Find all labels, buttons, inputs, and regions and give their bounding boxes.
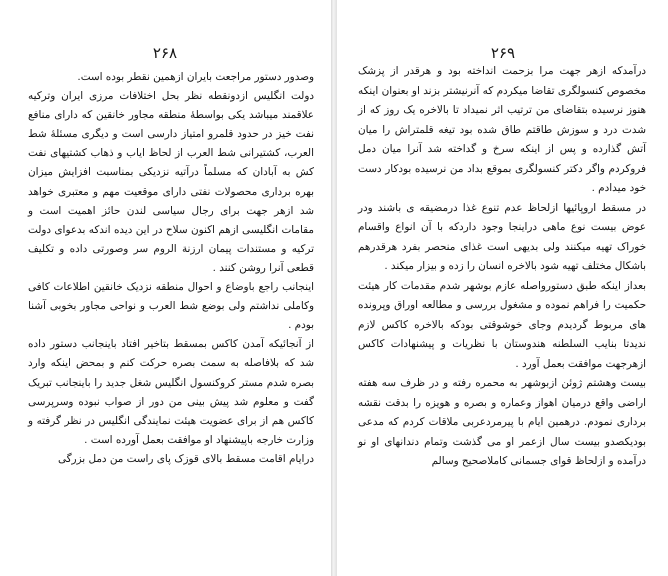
paragraph: بعداز اینکه طبق دستورواصله عازم بوشهر شدم مقدمات کار هیئت حکمیت را فراهم نموده و مشغول بررسی و مطالعه اوراق وپرونده های مربوط گردیدم وجای خوشوقتی بودکه بالاخره کاکس لازم ندیدتا بنایب السلطنه هندوستان با نظریات و پیشنهادات کاکس ازهرجهت موافقت بعمل آورد . <box>358 279 646 370</box>
page-number-left: ۲۶۸ <box>152 44 178 62</box>
paragraph: درایام اقامت مسقط بالای قوزک پای راست من دمل بزرگی <box>57 452 314 465</box>
paragraph: دولت انگلیس ازدونقطه نظر بحل اختلافات مرزی ایران وترکیه علاقمند میباشد یکی بواسطهٔ منطقه مجاور خانقین که دارای منافع نفت خیز در حدود قلمرو امتیاز دارسی است و دیگری مسئلهٔ شط العرب، کشتیرانی شط العرب از لحاظ ایاب و ذهاب کشتیهای نفت کش به آبادان که مسلماً درآتیه نزدیکی بمناسبت افزایش میزان بهره برداری محصولات نفتی دارای موقعیت مهم و معتبری خواهد شد ازهر جهت برای رجال سیاسی لندن حائز اهمیت است و مقامات انگلیسی ازهم اکنون سلاح در این دیده اندکه بدعوای دولت ترکیه و مستندات پیمان ارزنة الروم سر وصورتی داده و تکلیف قطعی آنرا روشن کنند . <box>28 90 314 274</box>
paragraph: در مسقط اروپائیها ازلحاظ عدم تنوع غذا درمضیقه ی باشند ودر عوض بیست نوع ماهی دراینجا وجود داردکه با آن انواع واقسام خوراک تهیه میکنند ولی بدیهی است غذای منحصر بفرد هرقدرهم باشکال مختلف تهیه شود بالاخره انسان را زده و بیزار میکند . <box>358 201 646 272</box>
left-page <box>0 0 330 576</box>
left-page-text <box>28 68 314 469</box>
right-page-text <box>358 62 646 472</box>
page-number-right: ۲۶۹ <box>490 44 516 62</box>
paragraph: از آنجائیکه آمدن کاکس بمسقط بتاخیر افتاد باینجانب دستور داده شد که بلافاصله به سمت بصره حرکت کنم و بمحض اینکه وارد بصره شدم مستر کروکنسول انگلیس شغل جدید را باینجانب تبریک گفت و معلوم شد پیش بینی من دور از صواب نبوده وسرپرسی کاکس هم از برای عضویت هیئت نمایندگی انگلیس در نظر گرفته و وزارت خارجه باپیشنهاد او موافقت بعمل آورده است . <box>28 338 314 446</box>
paragraph: درآمدکه ازهر جهت مرا بزحمت انداخته بود و هرقدر از پزشک مخصوص کنسولگری تقاضا میکردم که آنرنیشتر بزند او بعنوان اینکه هنوز نرسیده بتقاضای من ترتیب اثر نمیداد تا بالاخره یک روز که از شدت درد و سوزش طاقتم طاق شده بود تیغه قلمتراش را میان آتش گذارده و پس از اینکه سرخ و گداخته شد آنرا میان دمل فروکردم واگر دکتر کنسولگری بموقع بداد من نرسیده بودکار دست خود میدادم . <box>358 65 646 194</box>
right-page <box>338 0 668 576</box>
book-gutter <box>331 0 337 576</box>
paragraph: وصدور دستور مراجعت بایران ازهمین نقطر بوده است. <box>77 71 314 83</box>
paragraph: اینجانب راجع باوضاع و احوال منطقه نزدیک خانقین اطلاعات کافی وکاملی نداشتم ولی بوضع شط العرب و نواحی مجاور بخوبی آشنا بودم . <box>28 281 314 332</box>
paragraph: بیست وهشتم ژوئن ازبوشهر به محمره رفته و در ظرف سه هفته اراضی واقع درمیان اهواز وعماره و بصره و هویزه را بدقت نقشه برداری نمودم. درهمین ایام با پیرمردعربی ملاقات کردم که مدعی بودیکصدو بیست سال ازعمر او می گذشت وتمام دندانهای او نو درآمده و ازلحاظ قوای جسمانی کاملاصحیح وسالم <box>358 377 646 467</box>
